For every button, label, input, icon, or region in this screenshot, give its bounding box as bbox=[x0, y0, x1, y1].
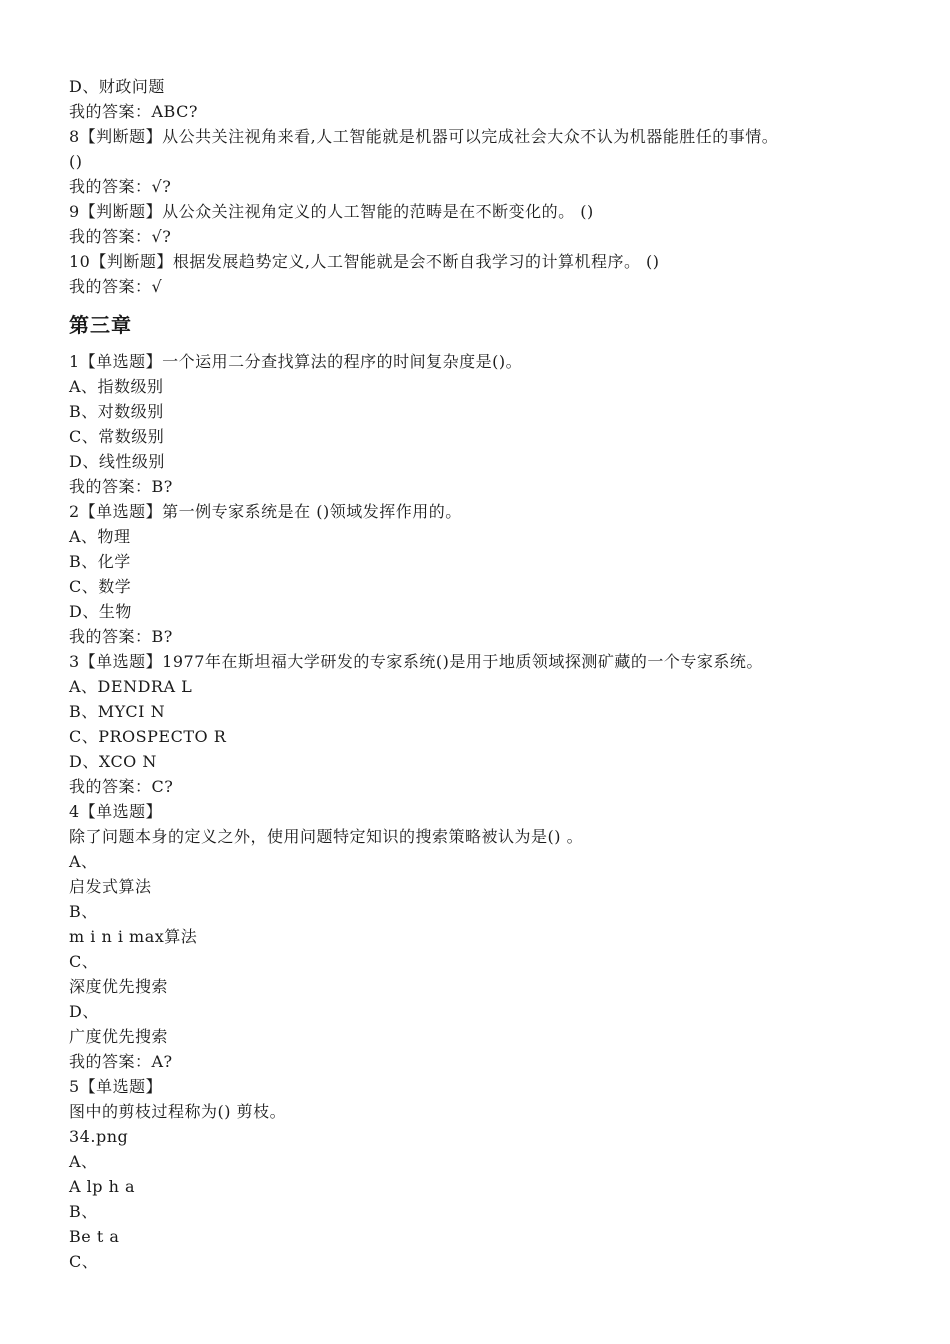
ch3-q5-option-b: Be t a bbox=[69, 1227, 120, 1246]
ch3-q4-option-c-label: C、 bbox=[69, 952, 99, 971]
ch3-q1-option-b: B、对数级别 bbox=[69, 402, 164, 421]
chapter-heading: 第三章 bbox=[69, 313, 132, 337]
ch3-question-2: 2【单选题】第一例专家系统是在 ()领域发挥作用的。 bbox=[69, 502, 462, 521]
ch3-q5-option-b-label: B、 bbox=[69, 1202, 98, 1221]
ch3-q4-answer: 我的答案：A? bbox=[69, 1052, 173, 1071]
ch3-q4-option-b-label: B、 bbox=[69, 902, 98, 921]
ch3-q4-option-a: 启发式算法 bbox=[69, 877, 152, 896]
ch3-q5-option-a: A lp h a bbox=[69, 1177, 136, 1196]
ch3-q4-option-c: 深度优先搜索 bbox=[69, 977, 169, 996]
ch3-q2-answer: 我的答案：B? bbox=[69, 627, 173, 646]
ch3-question-4: 除了问题本身的定义之外，使用问题特定知识的搜索策略被认为是() 。 bbox=[69, 827, 584, 846]
ch3-q3-answer: 我的答案：C? bbox=[69, 777, 174, 796]
ch3-q4-option-a-label: A、 bbox=[69, 852, 98, 871]
ch3-q5-option-a-label: A、 bbox=[69, 1152, 98, 1171]
ch3-q4-option-d: 广度优先搜索 bbox=[69, 1027, 169, 1046]
ch3-question-5: 图中的剪枝过程称为() 剪枝。 bbox=[69, 1102, 287, 1121]
ch3-question-1: 1【单选题】一个运用二分查找算法的程序的时间复杂度是()。 bbox=[69, 352, 523, 371]
ch3-q3-option-d: D、XCO N bbox=[69, 752, 157, 771]
my-answer-9: 我的答案：√? bbox=[69, 227, 172, 246]
ch3-q5-image-filename: 34.png bbox=[69, 1127, 129, 1146]
my-answer-7: 我的答案：ABC? bbox=[69, 102, 198, 121]
ch3-question-3: 3【单选题】1977年在斯坦福大学研发的专家系统()是用于地质领域探测矿藏的一个专家系统。 bbox=[69, 652, 763, 671]
question-8: 8【判断题】从公共关注视角来看,人工智能就是机器可以完成社会大众不认为机器能胜任的事情。 bbox=[69, 127, 779, 146]
ch3-q4-option-d-label: D、 bbox=[69, 1002, 99, 1021]
ch3-q2-option-b: B、化学 bbox=[69, 552, 131, 571]
ch3-q4-option-b: m i n i max算法 bbox=[69, 927, 198, 946]
ch3-q2-option-a: A、物理 bbox=[69, 527, 131, 546]
my-answer-8: 我的答案：√? bbox=[69, 177, 172, 196]
ch3-question-5-tag: 5【单选题】 bbox=[69, 1077, 163, 1096]
ch3-q1-option-c: C、常数级别 bbox=[69, 427, 165, 446]
ch3-q5-option-c-label: C、 bbox=[69, 1252, 99, 1271]
ch3-q2-option-d: D、生物 bbox=[69, 602, 132, 621]
ch3-q1-option-a: A、指数级别 bbox=[69, 377, 164, 396]
question-8-paren: () bbox=[69, 152, 83, 171]
ch3-q3-option-a: A、DENDRA L bbox=[69, 677, 193, 696]
my-answer-10: 我的答案：√ bbox=[69, 277, 163, 296]
question-10: 10【判断题】根据发展趋势定义,人工智能就是会不断自我学习的计算机程序。 () bbox=[69, 252, 660, 271]
ch3-q2-option-c: C、数学 bbox=[69, 577, 132, 596]
ch3-q3-option-b: B、MYCI N bbox=[69, 702, 166, 721]
ch3-q3-option-c: C、PROSPECTO R bbox=[69, 727, 227, 746]
question-9: 9【判断题】从公众关注视角定义的人工智能的范畴是在不断变化的。 () bbox=[69, 202, 594, 221]
ch3-question-4-tag: 4【单选题】 bbox=[69, 802, 163, 821]
option-d-finance: D、财政问题 bbox=[69, 77, 165, 96]
ch3-q1-option-d: D、线性级别 bbox=[69, 452, 165, 471]
ch3-q1-answer: 我的答案：B? bbox=[69, 477, 173, 496]
